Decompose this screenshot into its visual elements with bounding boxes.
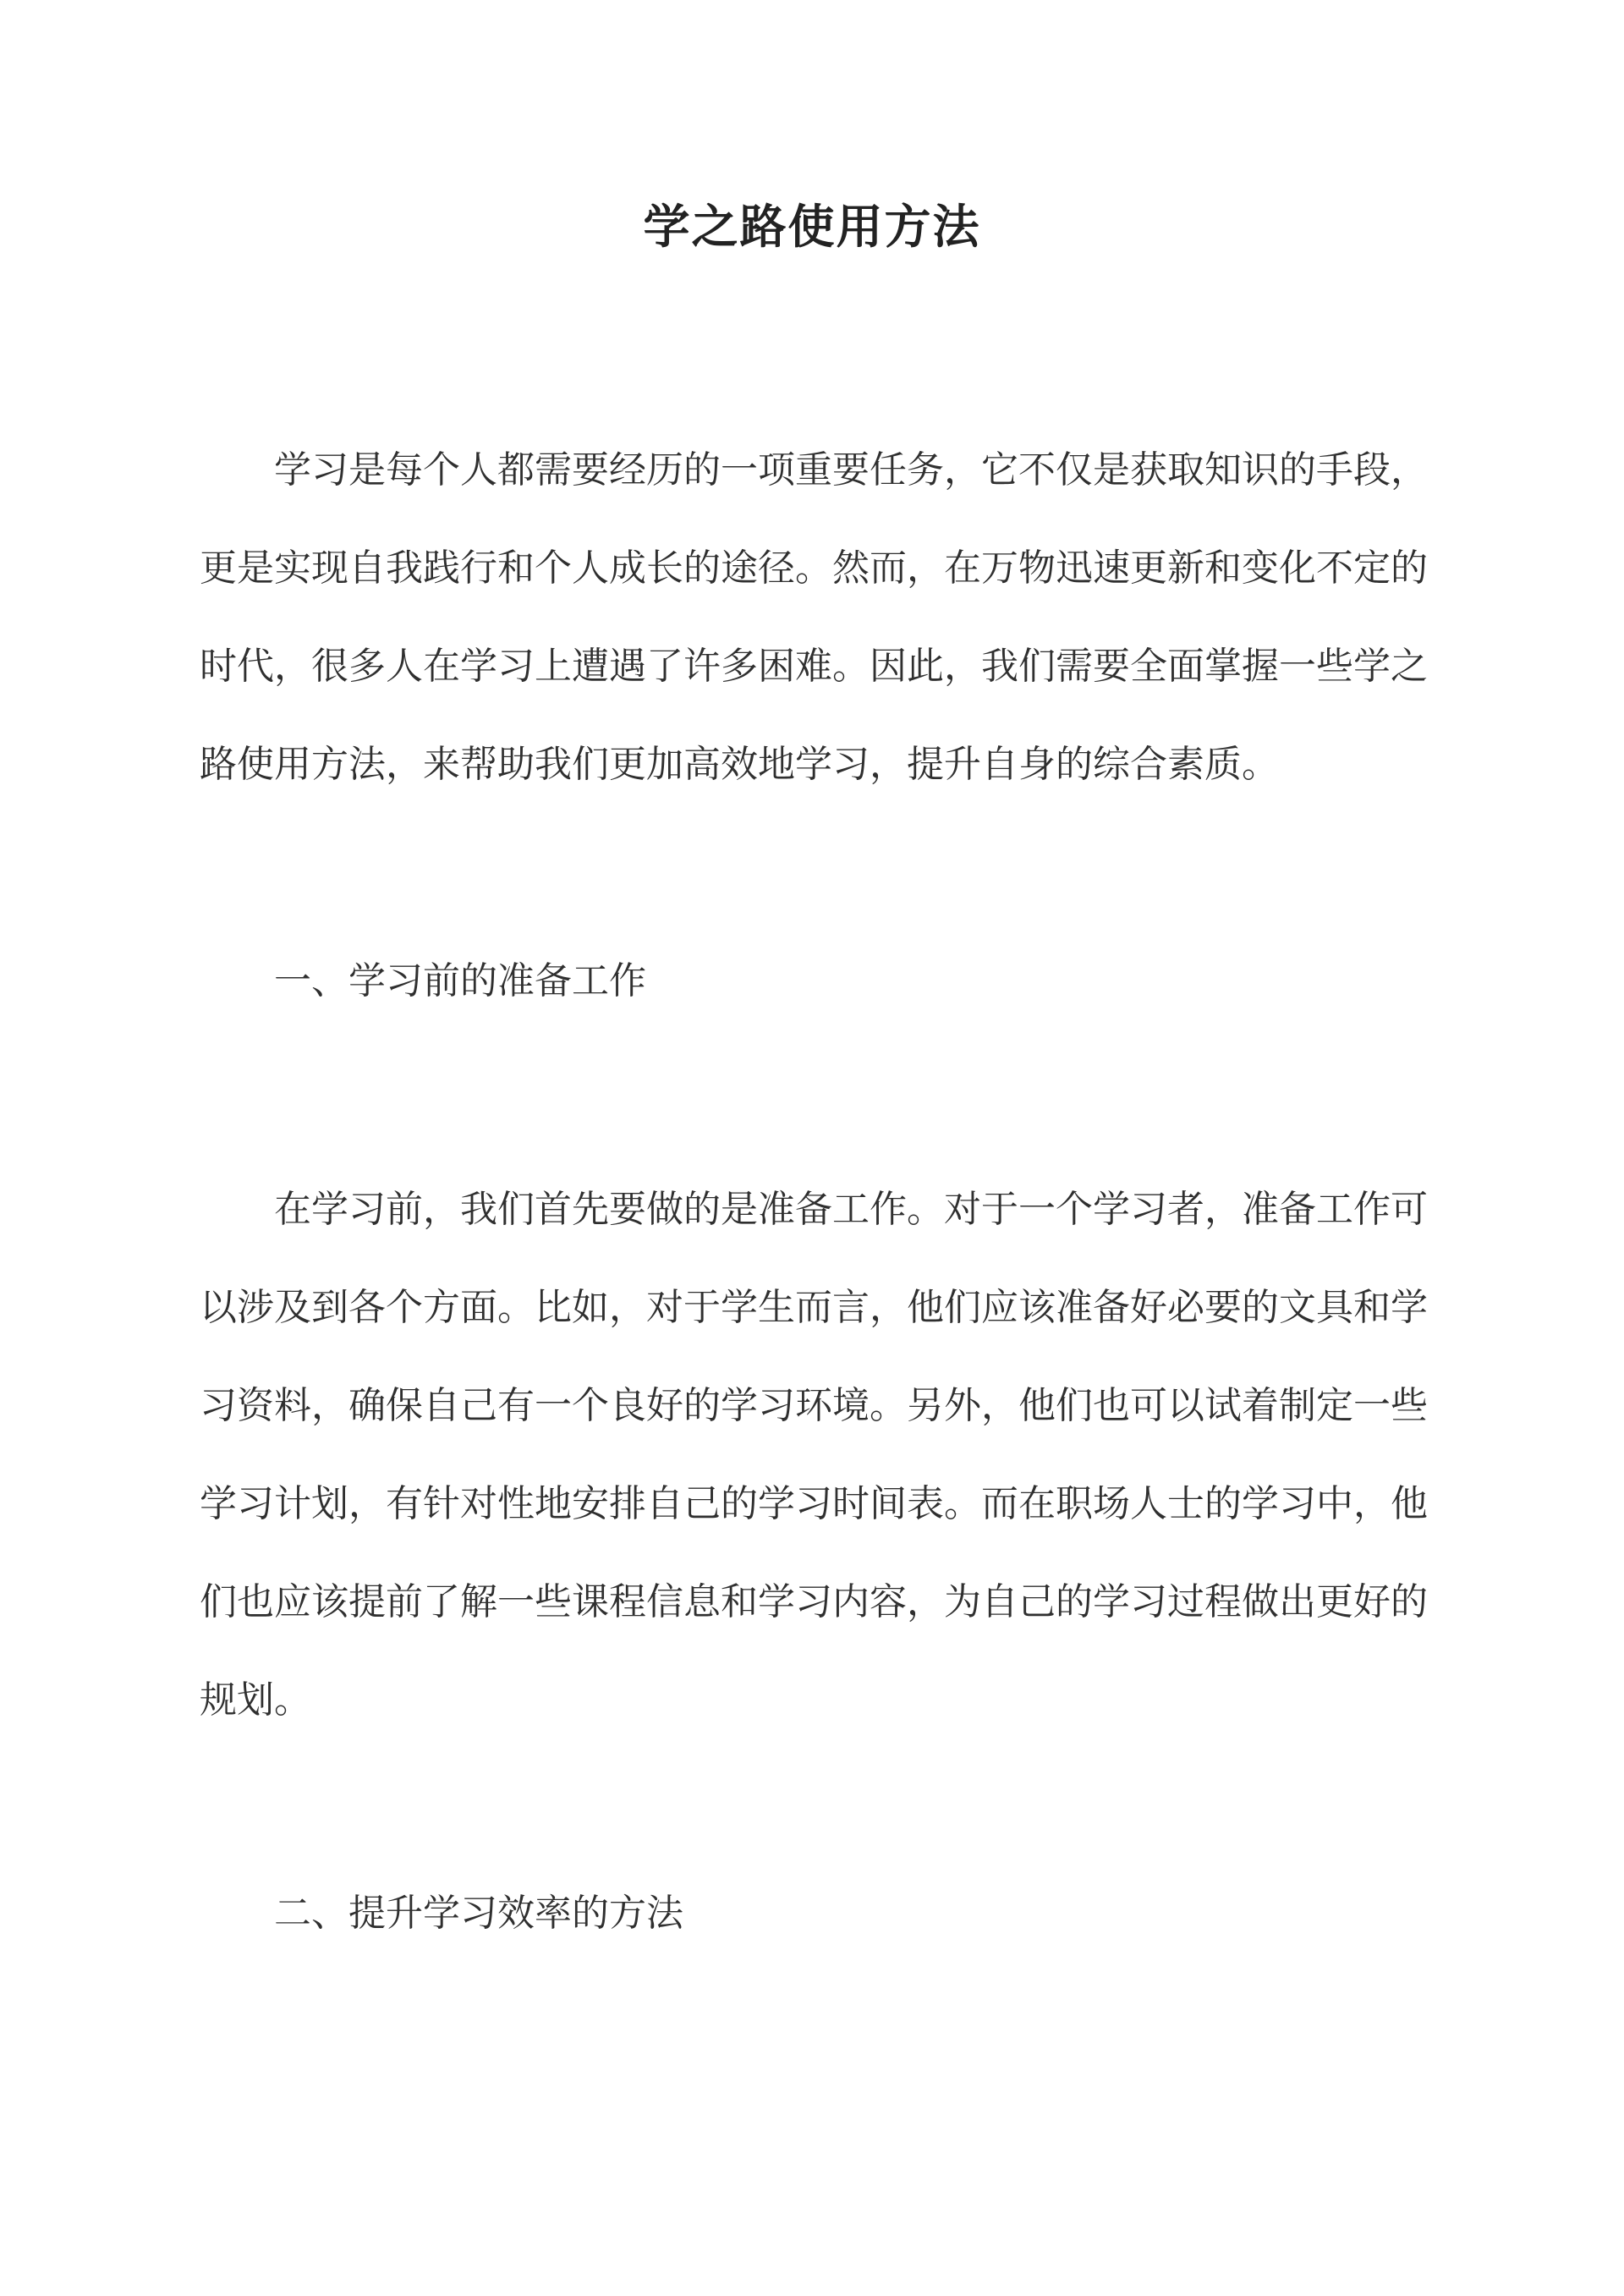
section-heading-1: 一、学习前的准备工作 [274, 959, 646, 1002]
intro-paragraph: 学习是每个人都需要经历的一项重要任务，它不仅是获取知识的手段，更是实现自我践行和个人成长的途径。然而，在万物迅速更新和变化不定的时代，很多人在学习上遭遇了许多困难。因此，我们需要全面掌握一些学之路使用方法，来帮助我们更加高效地学习，提升自身的综合素质。 [200, 448, 1428, 786]
section-1-paragraph: 在学习前，我们首先要做的是准备工作。对于一个学习者，准备工作可以涉及到各个方面。比如，对于学生而言，他们应该准备好必要的文具和学习资料，确保自己有一个良好的学习环境。另外，他们也可以试着制定一些学习计划，有针对性地安排自己的学习时间表。而在职场人士的学习中，他们也应该提前了解一些课程信息和学习内容，为自己的学习过程做出更好的规划。 [200, 1188, 1428, 1722]
section-heading-2: 二、提升学习效率的方法 [274, 1892, 683, 1935]
document-title: 学之路使用方法 [643, 199, 981, 254]
